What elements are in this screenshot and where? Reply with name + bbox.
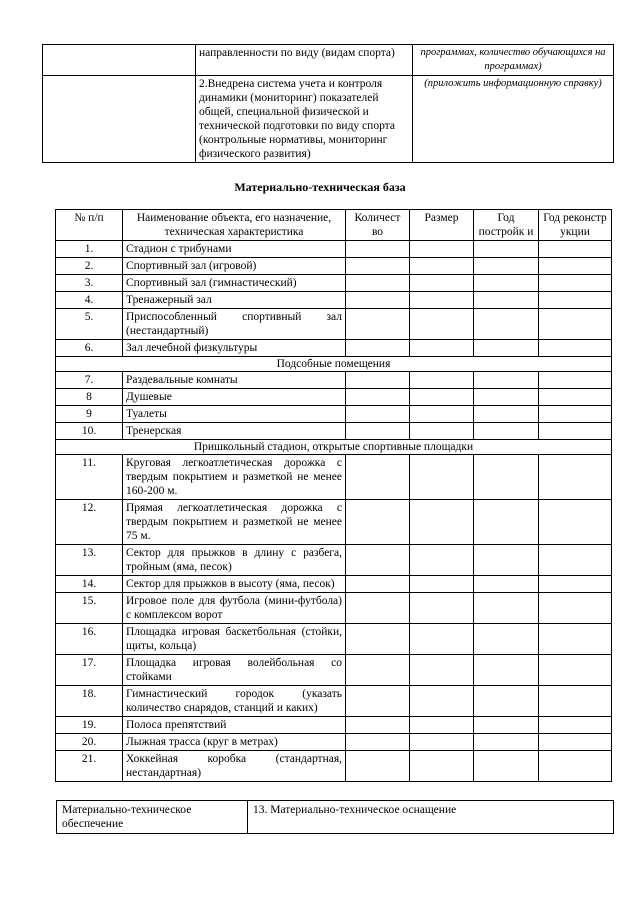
quantity-cell — [346, 455, 410, 500]
year-built-cell — [474, 686, 539, 717]
size-cell — [410, 717, 474, 734]
row-number: 18. — [56, 686, 123, 717]
table-row — [56, 292, 612, 309]
year-built-cell — [474, 258, 539, 275]
object-name: Спортивный зал (гимнастический) — [123, 275, 346, 292]
object-name: Спортивный зал (игровой) — [123, 258, 346, 275]
object-name: Прямая легкоатлетическая дорожка с твердым покрытием и разметкой не менее 75 м. — [123, 500, 346, 545]
header-year-built: Год постройк и — [474, 210, 539, 241]
table-row — [43, 76, 614, 163]
object-name: Душевые — [123, 389, 346, 406]
quantity-cell — [346, 751, 410, 782]
size-cell — [410, 686, 474, 717]
group-header-row — [56, 357, 612, 372]
size-cell — [410, 423, 474, 440]
group-title: Подсобные помещения — [56, 357, 612, 372]
year-reconstructed-cell — [539, 593, 612, 624]
table-row — [56, 455, 612, 500]
header-row — [56, 210, 612, 241]
size-cell — [410, 655, 474, 686]
group-header-row — [56, 440, 612, 455]
table-row — [56, 406, 612, 423]
year-built-cell — [474, 455, 539, 500]
quantity-cell — [346, 717, 410, 734]
year-reconstructed-cell — [539, 734, 612, 751]
quantity-cell — [346, 500, 410, 545]
object-name: Лыжная трасса (круг в метрах) — [123, 734, 346, 751]
row-number: 12. — [56, 500, 123, 545]
row-number: 4. — [56, 292, 123, 309]
row-number: 11. — [56, 455, 123, 500]
support-table — [56, 800, 614, 834]
size-cell — [410, 406, 474, 423]
object-name: Тренерская — [123, 423, 346, 440]
row-number: 1. — [56, 241, 123, 258]
row-number: 14. — [56, 576, 123, 593]
table-row — [56, 576, 612, 593]
year-reconstructed-cell — [539, 751, 612, 782]
year-reconstructed-cell — [539, 389, 612, 406]
row-number: 19. — [56, 717, 123, 734]
object-name: Полоса препятствий — [123, 717, 346, 734]
year-reconstructed-cell — [539, 686, 612, 717]
size-cell — [410, 241, 474, 258]
year-reconstructed-cell — [539, 500, 612, 545]
object-name: Хоккейная коробка (стандартная, нестандартная) — [123, 751, 346, 782]
table-row — [56, 309, 612, 340]
year-reconstructed-cell — [539, 292, 612, 309]
year-reconstructed-cell — [539, 309, 612, 340]
year-reconstructed-cell — [539, 717, 612, 734]
row-number: 20. — [56, 734, 123, 751]
size-cell — [410, 309, 474, 340]
size-cell — [410, 292, 474, 309]
year-reconstructed-cell — [539, 275, 612, 292]
facilities-table-body — [56, 241, 612, 782]
quantity-cell — [346, 389, 410, 406]
quantity-cell — [346, 655, 410, 686]
year-built-cell — [474, 734, 539, 751]
object-name: Стадион с трибунами — [123, 241, 346, 258]
row-number: 7. — [56, 372, 123, 389]
row-number: 9 — [56, 406, 123, 423]
year-built-cell — [474, 275, 539, 292]
support-label: Материально-техническое обеспечение — [57, 801, 248, 834]
row-number: 13. — [56, 545, 123, 576]
year-built-cell — [474, 292, 539, 309]
size-cell — [410, 751, 474, 782]
empty-cell — [43, 45, 196, 76]
year-reconstructed-cell — [539, 258, 612, 275]
year-reconstructed-cell — [539, 406, 612, 423]
year-reconstructed-cell — [539, 241, 612, 258]
object-name: Туалеты — [123, 406, 346, 423]
size-cell — [410, 734, 474, 751]
header-size: Размер — [410, 210, 474, 241]
year-reconstructed-cell — [539, 423, 612, 440]
section-title: Материально-техническая база — [234, 180, 406, 194]
quantity-cell — [346, 624, 410, 655]
year-built-cell — [474, 423, 539, 440]
table-row — [56, 734, 612, 751]
size-cell — [410, 340, 474, 357]
table-row — [57, 801, 614, 834]
object-name: Площадка игровая волейбольная со стойками — [123, 655, 346, 686]
table-row — [56, 655, 612, 686]
quantity-cell — [346, 686, 410, 717]
row-number: 5. — [56, 309, 123, 340]
year-built-cell — [474, 406, 539, 423]
quantity-cell — [346, 545, 410, 576]
year-built-cell — [474, 545, 539, 576]
header-year-reconstructed: Год реконстр укции — [539, 210, 612, 241]
table-row — [56, 389, 612, 406]
quantity-cell — [346, 340, 410, 357]
table-row — [56, 717, 612, 734]
quantity-cell — [346, 258, 410, 275]
year-built-cell — [474, 593, 539, 624]
year-built-cell — [474, 241, 539, 258]
table-row — [56, 258, 612, 275]
facilities-table — [55, 209, 612, 782]
row-number: 21. — [56, 751, 123, 782]
year-reconstructed-cell — [539, 576, 612, 593]
row-number: 8 — [56, 389, 123, 406]
size-cell — [410, 275, 474, 292]
table-row — [56, 372, 612, 389]
empty-cell — [43, 76, 196, 163]
table-row — [56, 241, 612, 258]
table-row — [56, 751, 612, 782]
criteria-table-continuation — [42, 44, 614, 163]
quantity-cell — [346, 734, 410, 751]
year-built-cell — [474, 372, 539, 389]
year-reconstructed-cell — [539, 372, 612, 389]
table-row — [56, 340, 612, 357]
object-name: Гимнастический городок (указать количество снарядов, станций и каких) — [123, 686, 346, 717]
object-name: Сектор для прыжков в длину с разбега, тройным (яма, песок) — [123, 545, 346, 576]
object-name: Раздевальные комнаты — [123, 372, 346, 389]
year-built-cell — [474, 624, 539, 655]
size-cell — [410, 455, 474, 500]
group-title: Пришкольный стадион, открытые спортивные площадки — [56, 440, 612, 455]
quantity-cell — [346, 406, 410, 423]
quantity-cell — [346, 372, 410, 389]
year-built-cell — [474, 717, 539, 734]
year-reconstructed-cell — [539, 340, 612, 357]
table-row — [43, 45, 614, 76]
year-built-cell — [474, 340, 539, 357]
size-cell — [410, 545, 474, 576]
evidence-cell: (приложить информационную справку) — [413, 76, 614, 163]
size-cell — [410, 372, 474, 389]
year-built-cell — [474, 751, 539, 782]
size-cell — [410, 389, 474, 406]
row-number: 3. — [56, 275, 123, 292]
quantity-cell — [346, 576, 410, 593]
table-row — [56, 423, 612, 440]
year-built-cell — [474, 389, 539, 406]
header-name: Наименование объекта, его назначение, техническая характеристика — [123, 210, 346, 241]
table-row — [56, 545, 612, 576]
evidence-cell: программах, количество обучающихся на программах) — [413, 45, 614, 76]
quantity-cell — [346, 292, 410, 309]
row-number: 17. — [56, 655, 123, 686]
object-name: Приспособленный спортивный зал (нестандартный) — [123, 309, 346, 340]
table-row — [56, 593, 612, 624]
row-number: 15. — [56, 593, 123, 624]
year-reconstructed-cell — [539, 655, 612, 686]
year-reconstructed-cell — [539, 545, 612, 576]
object-name: Сектор для прыжков в высоту (яма, песок) — [123, 576, 346, 593]
table-row — [56, 686, 612, 717]
quantity-cell — [346, 593, 410, 624]
criteria-cell: направленности по виду (видам спорта) — [196, 45, 413, 76]
criteria-cell: 2.Внедрена система учета и контроля динамики (мониторинг) показателей общей, специальной физической и технической подготовки по виду спорта (контрольные нормативы, мониторинг физического развития) — [196, 76, 413, 163]
size-cell — [410, 258, 474, 275]
object-name: Зал лечебной физкультуры — [123, 340, 346, 357]
object-name: Игровое поле для футбола (мини-футбола) с комплексом ворот — [123, 593, 346, 624]
quantity-cell — [346, 309, 410, 340]
size-cell — [410, 624, 474, 655]
object-name: Круговая легкоатлетическая дорожка с твердым покрытием и разметкой не менее 160-200 м. — [123, 455, 346, 500]
size-cell — [410, 500, 474, 545]
size-cell — [410, 593, 474, 624]
row-number: 16. — [56, 624, 123, 655]
row-number: 10. — [56, 423, 123, 440]
table-row — [56, 500, 612, 545]
support-value: 13. Материально-техническое оснащение — [248, 801, 614, 834]
object-name: Тренажерный зал — [123, 292, 346, 309]
year-built-cell — [474, 309, 539, 340]
year-built-cell — [474, 655, 539, 686]
quantity-cell — [346, 423, 410, 440]
size-cell — [410, 576, 474, 593]
object-name: Площадка игровая баскетбольная (стойки, щиты, кольца) — [123, 624, 346, 655]
row-number: 2. — [56, 258, 123, 275]
header-number: № п/п — [56, 210, 123, 241]
year-built-cell — [474, 500, 539, 545]
quantity-cell — [346, 241, 410, 258]
row-number: 6. — [56, 340, 123, 357]
table-row — [56, 624, 612, 655]
year-reconstructed-cell — [539, 455, 612, 500]
year-reconstructed-cell — [539, 624, 612, 655]
quantity-cell — [346, 275, 410, 292]
year-built-cell — [474, 576, 539, 593]
header-quantity: Количест во — [346, 210, 410, 241]
table-row — [56, 275, 612, 292]
